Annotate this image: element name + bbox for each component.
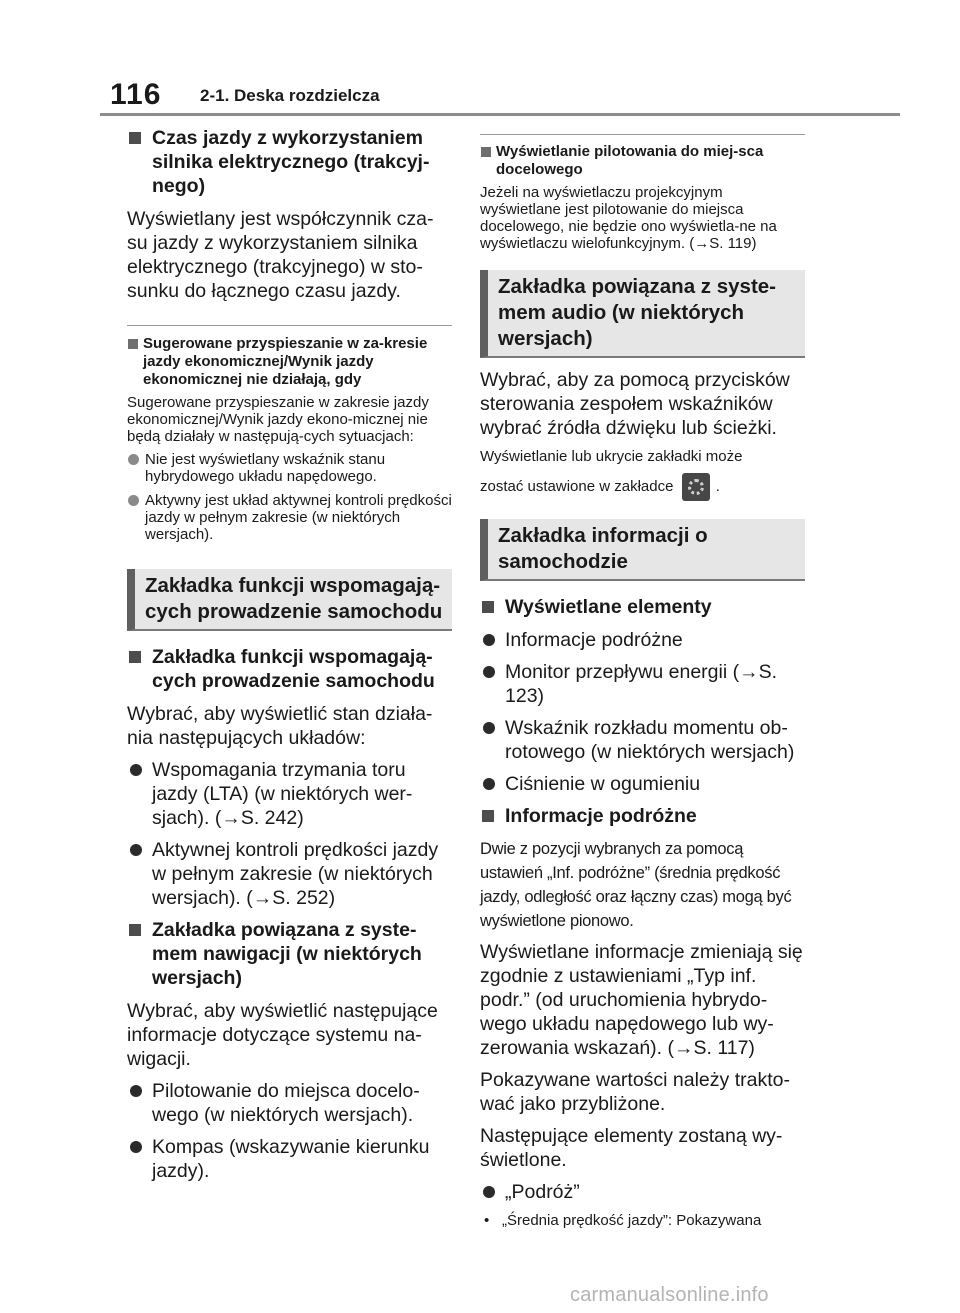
tab-visibility-text: zostać ustawione w zakładce	[480, 477, 674, 495]
tab-visibility-dot: .	[715, 477, 720, 495]
page-number: 116	[110, 78, 162, 111]
paragraph-tab-visibility: Wyświetlanie lub ukrycie zakładki może	[480, 448, 743, 465]
list-item: Nie jest wyświetlany wskaźnik stanu hybrydowego układu napędowego.	[127, 451, 452, 485]
paragraph-route-guidance: Jeżeli na wyświetlaczu projekcyjnym wyświetlane jest pilotowanie do miejsca docelowego, nie będzie ono wyświetla-ne na wyświetlaczu wielofunkcyjnym. (→S. 119)	[480, 184, 777, 252]
left-column	[127, 126, 452, 1191]
list-item: Kompas (wskazywanie kierunku jazdy).	[127, 1135, 452, 1183]
section-title: 2-1. Deska rozdzielcza	[200, 86, 380, 105]
paragraph-driving-assist: Wybrać, aby wyświetlić stan działa-nia następujących układów:	[127, 703, 433, 749]
list-item: Informacje podróżne	[480, 628, 805, 652]
list-item-average-speed: • „Średnia prędkość jazdy”: Pokazywana	[480, 1212, 805, 1230]
list-item: Pilotowanie do miejsca docelo-wego (w niektórych wersjach).	[127, 1079, 452, 1127]
header-divider	[100, 113, 900, 116]
list-item: Ciśnienie w ogumieniu	[480, 772, 805, 796]
list-item: Aktywnej kontroli prędkości jazdy w pełnym zakresie (w niektórych wersjach). (→S. 252)	[127, 838, 452, 910]
paragraph-trip-items: Dwie z pozycji wybranych za pomocą ustawień „Inf. podróżne” (średnia prędkość jazdy, odległość oraz łączny czas) mogą być wyświetlone pionowo.	[480, 840, 792, 930]
section-box-vehicle-info: Zakładka informacji o samochodzie	[480, 519, 805, 581]
section-box-driving-assist: Zakładka funkcji wspomagają-cych prowadzenie samochodu	[127, 569, 452, 631]
heading-displayed-items: Wyświetlane elementy	[480, 595, 805, 619]
heading-electric-drive-time: Czas jazdy z wykorzystaniem silnika elektrycznego (trakcyj-nego)	[127, 126, 452, 198]
list-item: Wspomagania trzymania toru jazdy (LTA) (w niektórych wer-sjach). (→S. 242)	[127, 758, 452, 830]
heading-trip-information: Informacje podróżne	[480, 804, 805, 828]
paragraph-trip-type: Wyświetlane informacje zmieniają się zgodnie z ustawieniami „Typ inf. podr.” (od uruchomienia hybrydo-wego układu napędowego lub wy-zerowania wskazań). (→S. 117)	[480, 941, 803, 1059]
list-item: Monitor przepływu energii (→S. 123)	[480, 660, 805, 708]
watermark-footer: carmanualsonline.info	[570, 1284, 769, 1306]
right-column	[480, 134, 805, 1230]
paragraph-eco-acceleration: Sugerowane przyspieszanie w zakresie jazdy ekonomicznej/Wynik jazdy ekono-micznej nie będą działały w następują-cych sytuacjach:	[127, 394, 429, 445]
heading-eco-acceleration: Sugerowane przyspieszanie w za-kresie jazdy ekonomicznej/Wynik jazdy ekonomicznej nie działają, gdy	[127, 335, 452, 389]
settings-gear-icon	[682, 473, 710, 501]
paragraph-approximate: Pokazywane wartości należy trakto-wać jako przybliżone.	[480, 1069, 790, 1115]
list-item: Aktywny jest układ aktywnej kontroli prędkości jazdy w pełnym zakresie (w niektórych wersjach).	[127, 492, 452, 543]
heading-navigation-tab: Zakładka powiązana z syste-mem nawigacji (w niektórych wersjach)	[127, 918, 452, 990]
heading-route-guidance: Wyświetlanie pilotowania do miej-sca docelowego	[480, 143, 805, 179]
list-item: „Podróż”	[480, 1180, 805, 1204]
heading-driving-assist-tab: Zakładka funkcji wspomagają-cych prowadzenie samochodu	[127, 645, 452, 693]
paragraph-navigation: Wybrać, aby wyświetlić następujące informacje dotyczące systemu na-wigacji.	[127, 1000, 438, 1070]
paragraph-electric-drive-time: Wyświetlany jest współczynnik cza-su jazdy z wykorzystaniem silnika elektrycznego (trakcyjnego) w sto-sunku do łącznego czasu jazdy.	[127, 208, 434, 302]
list-item: Wskaźnik rozkładu momentu ob-rotowego (w niektórych wersjach)	[480, 716, 805, 764]
paragraph-following-items: Następujące elementy zostaną wy-świetlone.	[480, 1125, 783, 1171]
paragraph-tab-visibility-2	[480, 473, 805, 501]
paragraph-audio: Wybrać, aby za pomocą przycisków sterowania zespołem wskaźników wybrać źródła dźwięku lub ścieżki.	[480, 369, 790, 439]
section-box-audio: Zakładka powiązana z syste-mem audio (w niektórych wersjach)	[480, 270, 805, 358]
